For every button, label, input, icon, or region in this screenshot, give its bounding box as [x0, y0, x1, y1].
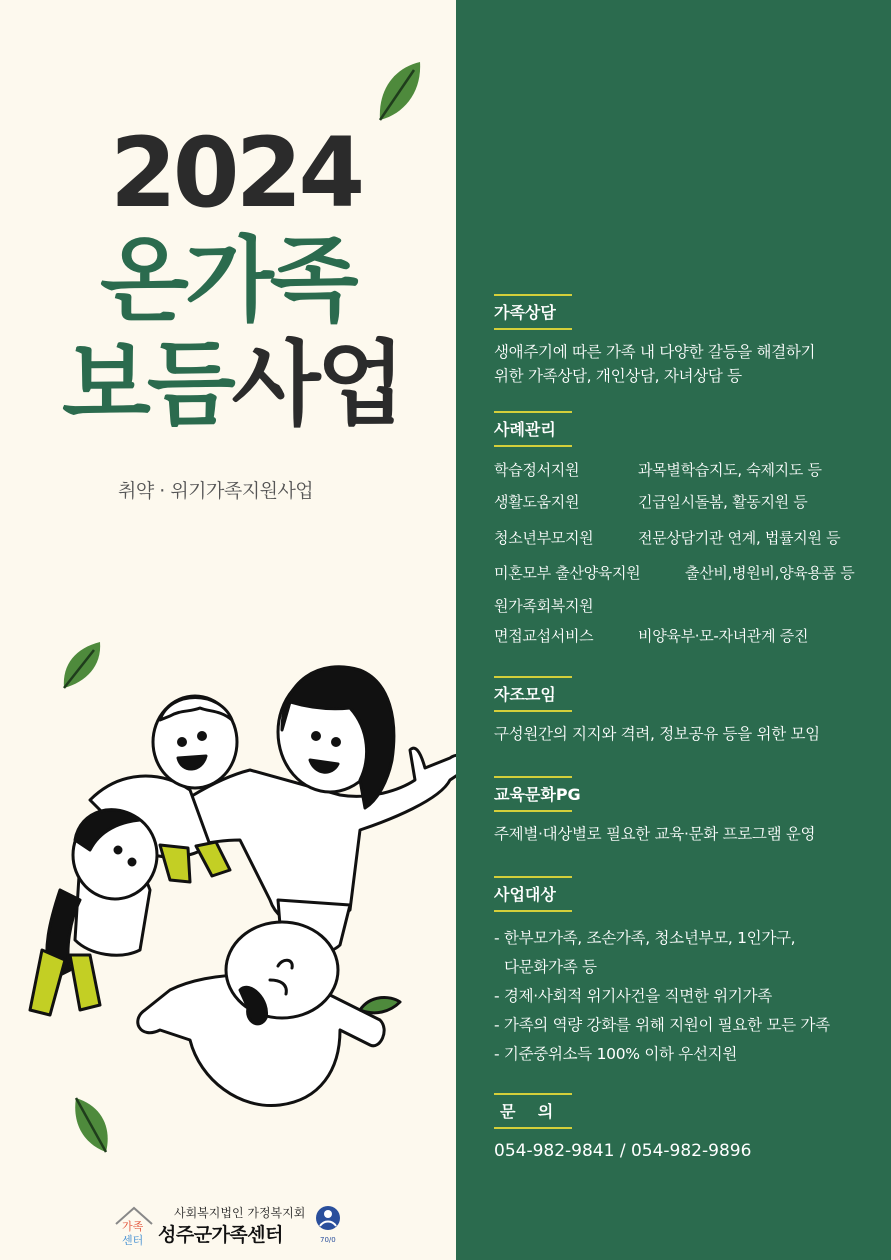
casemgmt-name: 미혼모부 출산양육지원 [494, 564, 641, 582]
counseling-line-2: 위한 가족상담, 개인상담, 자녀상담 등 [494, 367, 742, 385]
heading-education: 교육문화PG [494, 776, 581, 812]
casemgmt-desc: 비양육부·모-자녀관계 증진 [638, 627, 809, 645]
casemgmt-name: 원가족회복지원 [494, 597, 594, 615]
casemgmt-name: 생활도움지원 [494, 493, 580, 511]
heading-casemgmt: 사례관리 [494, 411, 556, 447]
counseling-line-1: 생애주기에 따른 가족 내 다양한 갈등을 해결하기 [494, 343, 816, 361]
center-logo [112, 1200, 352, 1252]
subtitle: 취약 · 위기가족지원사업 [118, 480, 314, 502]
heading-target: 사업대상 [494, 876, 556, 912]
title-line-2-dark: 사업 [231, 331, 402, 438]
badge-number: 70/0 [320, 1236, 336, 1244]
counseling-text [494, 340, 815, 388]
casemgmt-name: 청소년부모지원 [494, 529, 594, 547]
selfhelp-text: 구성원간의 지지와 격려, 정보공유 등을 위한 모임 [494, 725, 820, 743]
casemgmt-name: 학습정서지원 [494, 461, 580, 479]
target-item: - 경제·사회적 위기사건을 직면한 위기가족 [494, 987, 772, 1005]
education-text: 주제별·대상별로 필요한 교육·문화 프로그램 운영 [494, 825, 816, 843]
target-list [494, 924, 830, 1069]
logo-mark-top: 가족 [122, 1220, 144, 1233]
family-illustration [20, 650, 480, 1150]
casemgmt-desc: 과목별학습지도, 숙제지도 등 [638, 461, 822, 479]
casemgmt-desc: 출산비,병원비,양육용품 등 [685, 564, 855, 582]
org-name-big: 성주군가족센터 [158, 1224, 283, 1246]
casemgmt-name: 면접교섭서비스 [494, 627, 594, 645]
section-inquiry [494, 1093, 751, 1161]
house-logo-icon [112, 1204, 156, 1248]
target-item: 다문화가족 등 [504, 958, 597, 976]
leaf-icon [374, 60, 424, 126]
org-name-small: 사회복지법인 가정복지회 [174, 1206, 306, 1220]
inquiry-phones: 054-982-9841 / 054-982-9896 [494, 1141, 752, 1161]
casemgmt-desc: 전문상담기관 연계, 법률지원 등 [638, 529, 841, 547]
section-target [494, 876, 830, 1069]
target-item: - 가족의 역량 강화를 위해 지원이 필요한 모든 가족 [494, 1016, 830, 1034]
target-item: - 기준중위소득 100% 이하 우선지원 [494, 1045, 737, 1063]
casemgmt-desc: 긴급일시돌봄, 활동지원 등 [638, 493, 808, 511]
heading-inquiry: 문 의 [494, 1093, 553, 1129]
title-line-1: 온가족 [100, 227, 355, 334]
section-selfhelp [494, 676, 820, 746]
year-title: 2024 [110, 117, 362, 229]
title-line-2 [62, 330, 402, 440]
heading-selfhelp: 자조모임 [494, 676, 556, 712]
title-line-2-green: 보듬 [62, 331, 232, 438]
section-casemgmt [494, 411, 884, 651]
heading-counseling: 가족상담 [494, 294, 556, 330]
welfare-badge-icon [312, 1204, 344, 1244]
section-counseling [494, 294, 815, 388]
logo-mark-bottom: 센터 [122, 1234, 144, 1247]
right-panel [456, 0, 891, 1260]
section-education [494, 776, 815, 846]
target-item: - 한부모가족, 조손가족, 청소년부모, 1인가구, [494, 929, 796, 947]
